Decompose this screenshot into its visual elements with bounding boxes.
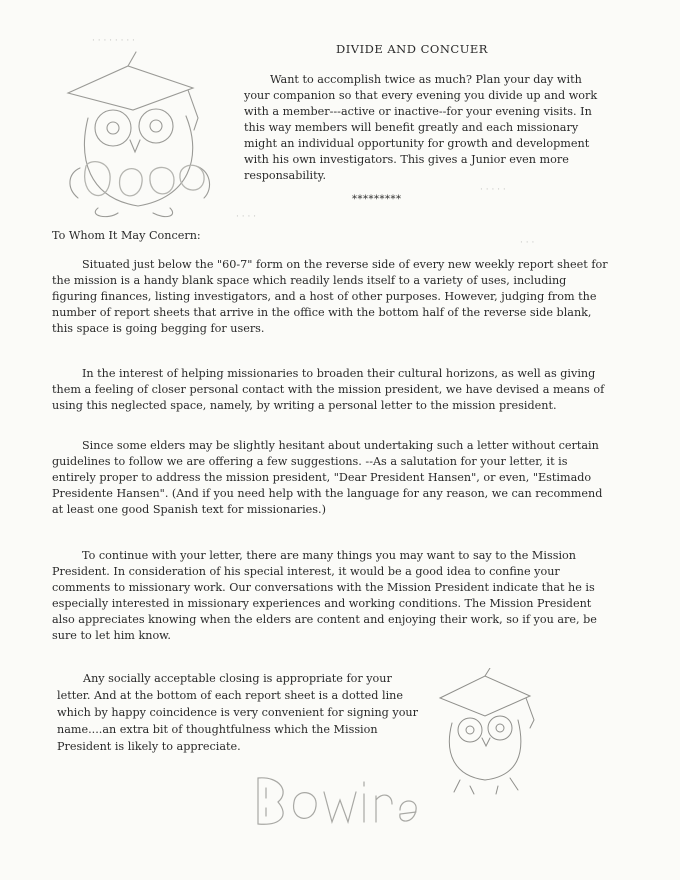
bleed-through-mark: · · · · · · · · bbox=[92, 36, 135, 46]
body-paragraph-3: Since some elders may be slightly hesitant about undertaking such a letter without certain guidelines to follow we are offering a few suggestions. --As a salutation for your letter, it is entirely proper to address the mission president, "Dear President Hansen", or even, "Estimado Presidente Hansen". (And if you need help with the language for any reason, we can recommend at least one good Spanish text for missionaries.) bbox=[52, 439, 603, 516]
body-paragraph-2: In the interest of helping missionaries to broaden their cultural horizons, as well as giving them a feeling of closer personal contact with the mission president, we have devised a means of using this neglected space, namely, by writing a personal letter to the mission president. bbox=[52, 367, 605, 412]
graduate-owl-sketch-icon bbox=[430, 668, 540, 798]
bleed-through-mark: · · · · · bbox=[480, 185, 506, 195]
bleed-through-mark: · · · bbox=[520, 238, 535, 248]
intro-paragraph: Want to accomplish twice as much? Plan your day with your companion so that every evening you divide up and work with a member---active or inactive--for your evening visits. In this way members will benefit greatly and each missionary might an individual opportunity for growth and development with his own investigators. This gives a Junior even more responsability. bbox=[244, 73, 598, 182]
bubble-letter-signature-icon bbox=[250, 770, 420, 832]
page-title: DIVIDE AND CONCUER bbox=[336, 42, 488, 56]
body-paragraph-1: Situated just below the "60-7" form on the reverse side of every new weekly report sheet for the mission is a handy blank space which readily lends itself to a variety of uses, including figuring finances, listing investigators, and a host of other purposes. However, judging from the number of report sheets that arrive in the office with the bottom half of the reverse side blank, this space is going begging for users. bbox=[52, 258, 608, 335]
bleed-through-mark: · · · · bbox=[236, 212, 257, 222]
salutation: To Whom It May Concern: bbox=[52, 229, 201, 242]
section-separator: ********* bbox=[352, 194, 402, 205]
closing-paragraph: Any socially acceptable closing is appropriate for your letter. And at the bottom of each report sheet is a dotted line which by happy coincidence is very convenient for signing your name....an extra bit of thoughtfulness which the Mission President is likely to appreciate. bbox=[57, 672, 418, 753]
graduate-owl-sketch-icon bbox=[58, 48, 228, 223]
body-paragraph-4: To continue with your letter, there are many things you may want to say to the Mission President. In consideration of his special interest, it would be a good idea to confine your comments to missionary work. Our conversations with the Mission President indicate that he is especially interested in missionary experiences and working conditions. The Mission President also appreciates knowing when the elders are content and enjoying their work, so if you are, be sure to let him know. bbox=[52, 549, 597, 642]
